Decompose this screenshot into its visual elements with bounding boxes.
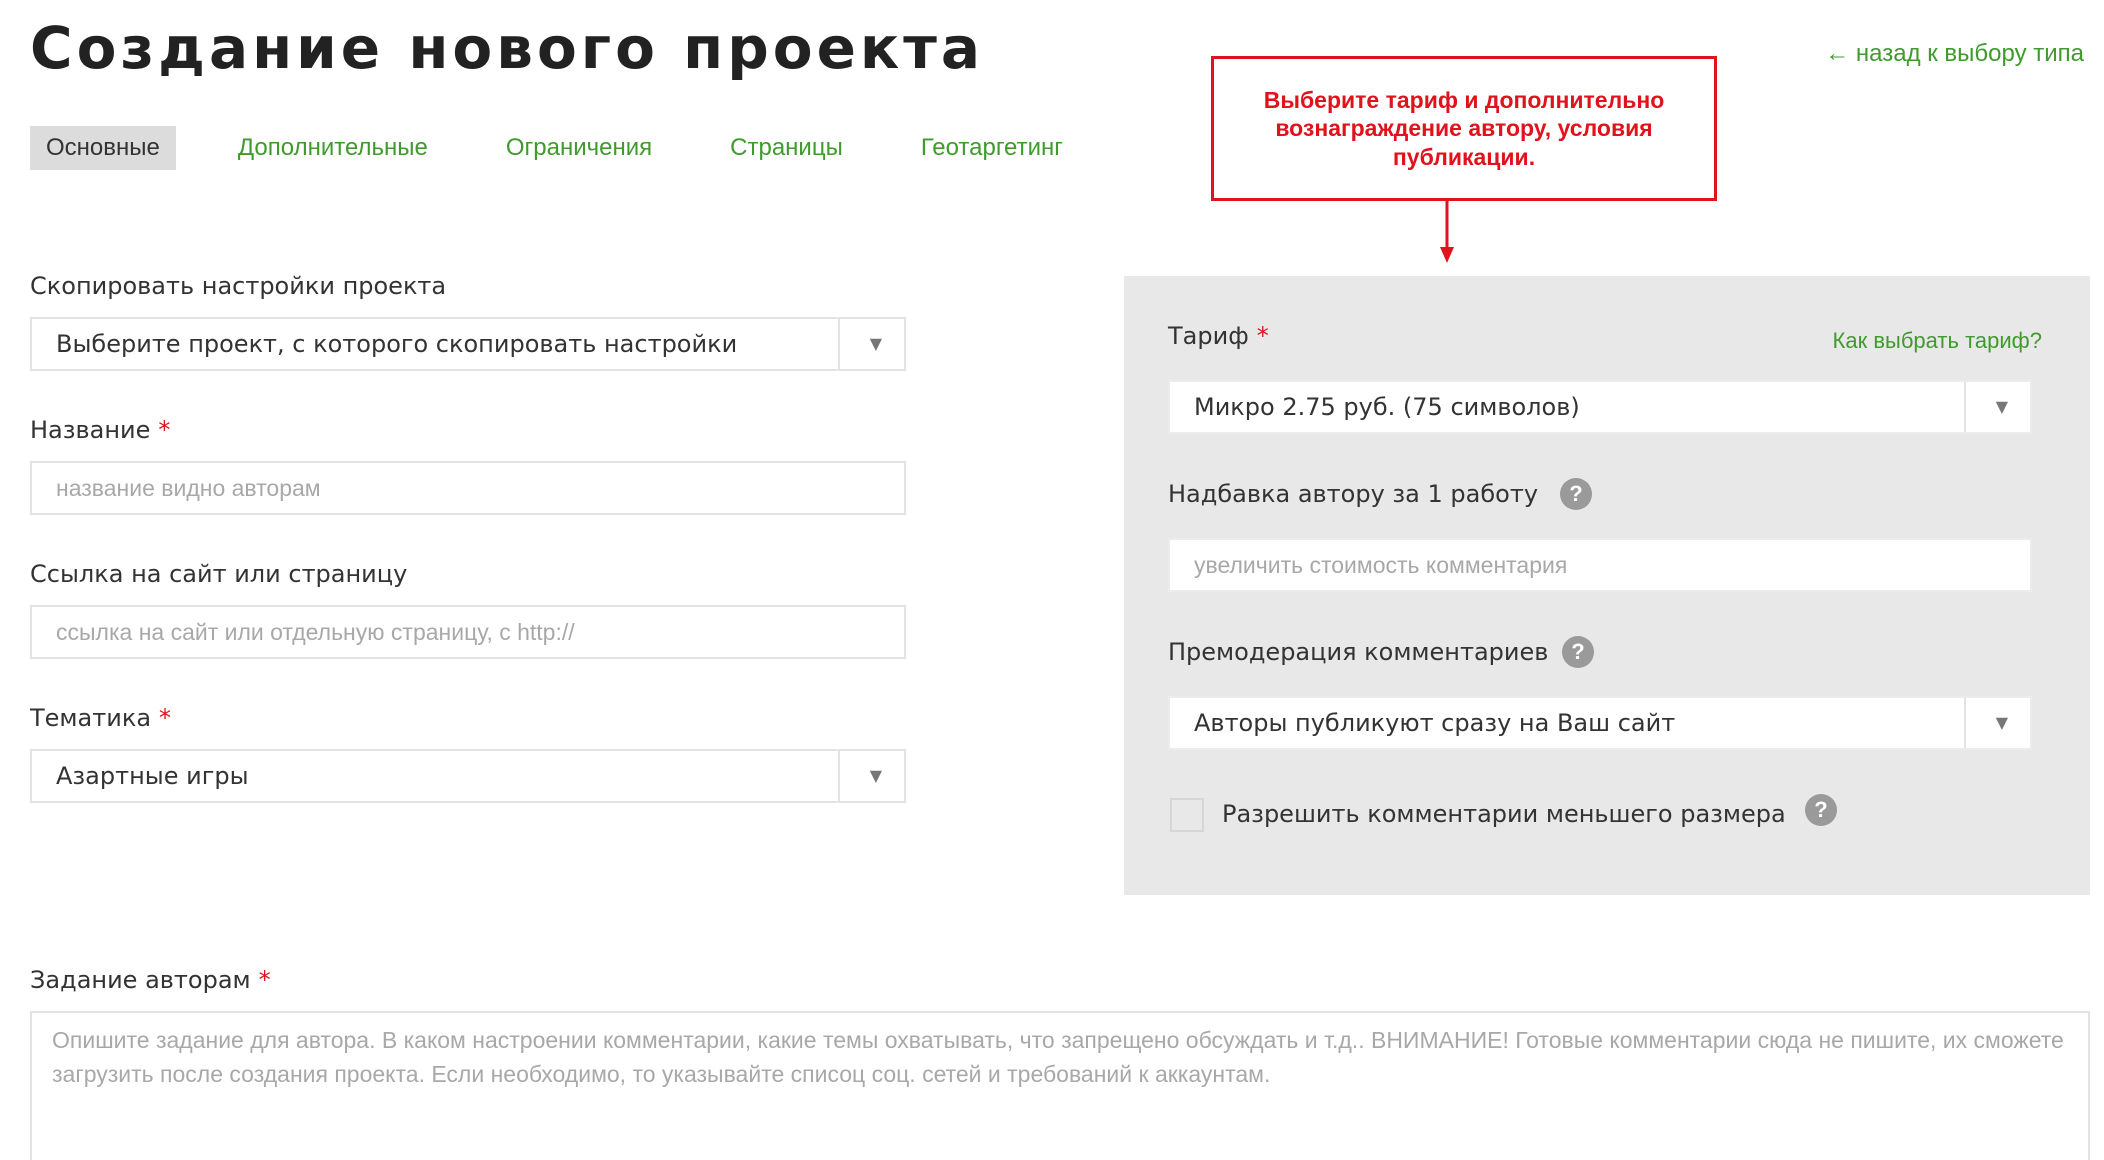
annotation-callout-text: Выберите тариф и дополнительно вознаграждение автору, условия публикации. (1263, 87, 1665, 170)
allow-smaller-checkbox[interactable] (1170, 798, 1204, 832)
premoderation-label: Премодерация комментариев (1168, 638, 1549, 666)
select-divider (1964, 698, 1966, 748)
back-to-type-link[interactable]: ← назад к выбору типа (1825, 40, 2084, 67)
select-divider (838, 751, 840, 801)
annotation-arrow-icon (1437, 201, 1457, 265)
chevron-down-icon: ▼ (869, 334, 882, 353)
select-divider (838, 319, 840, 369)
theme-value: Азартные игры (56, 762, 249, 790)
project-name-label (30, 416, 170, 444)
required-mark: * (258, 966, 271, 994)
help-icon[interactable]: ? (1562, 636, 1594, 668)
site-link-label: Ссылка на сайт или страницу (30, 560, 408, 588)
copy-settings-value: Выберите проект, с которого скопировать настройки (56, 330, 738, 358)
required-mark: * (159, 704, 172, 732)
tab-basic[interactable]: Основные (30, 126, 176, 170)
tab-pages[interactable]: Страницы (730, 134, 843, 161)
tab-restrictions[interactable]: Ограничения (505, 134, 653, 161)
tariff-label (1168, 322, 1269, 350)
tariff-select[interactable] (1168, 380, 2032, 434)
chevron-down-icon: ▼ (1995, 713, 2008, 732)
annotation-callout (1211, 56, 1717, 201)
page-title: Создание нового проекта (30, 14, 985, 82)
required-mark: * (1256, 322, 1269, 350)
premoderation-select[interactable] (1168, 696, 2032, 750)
tab-geotargeting[interactable]: Геотаргетинг (920, 134, 1064, 161)
task-textarea[interactable]: Опишите задание для автора. В каком настроении комментарии, какие темы охватывать, что запрещено обсуждать и т.д.. ВНИМАНИЕ! Готовые комментарии сюда не пишите, их сможете загрузить после создания проекта. Если необходимо, то указывайте списоц соц. сетей и требований к аккаунтам. (30, 1011, 2090, 1160)
project-name-input[interactable]: название видно авторам (30, 461, 906, 515)
chevron-down-icon: ▼ (1995, 397, 2008, 416)
copy-settings-label: Скопировать настройки проекта (30, 272, 447, 300)
task-label-text: Задание авторам (30, 966, 251, 994)
theme-select[interactable] (30, 749, 906, 803)
bonus-input[interactable]: увеличить стоимость комментария (1168, 538, 2032, 592)
bonus-label: Надбавка автору за 1 работу (1168, 480, 1539, 508)
theme-label (30, 704, 171, 732)
task-label (30, 966, 271, 994)
tariff-label-text: Тариф (1168, 322, 1249, 350)
chevron-down-icon: ▼ (869, 766, 882, 785)
help-icon[interactable]: ? (1805, 794, 1837, 826)
how-to-choose-tariff-link[interactable]: Как выбрать тариф? (1832, 328, 2042, 353)
site-link-input[interactable]: ссылка на сайт или отдельную страницу, с http:// (30, 605, 906, 659)
tab-additional[interactable]: Дополнительные (237, 134, 428, 161)
select-divider (1964, 382, 1966, 432)
allow-smaller-label: Разрешить комментарии меньшего размера (1222, 800, 1786, 828)
copy-settings-select[interactable] (30, 317, 906, 371)
tariff-panel (1124, 276, 2090, 895)
help-icon[interactable]: ? (1560, 478, 1592, 510)
theme-label-text: Тематика (30, 704, 152, 732)
tariff-value: Микро 2.75 руб. (75 символов) (1194, 393, 1580, 421)
required-mark: * (158, 416, 171, 444)
tab-bar (30, 126, 1125, 170)
project-name-label-text: Название (30, 416, 151, 444)
premoderation-value: Авторы публикуют сразу на Ваш сайт (1194, 709, 1676, 737)
